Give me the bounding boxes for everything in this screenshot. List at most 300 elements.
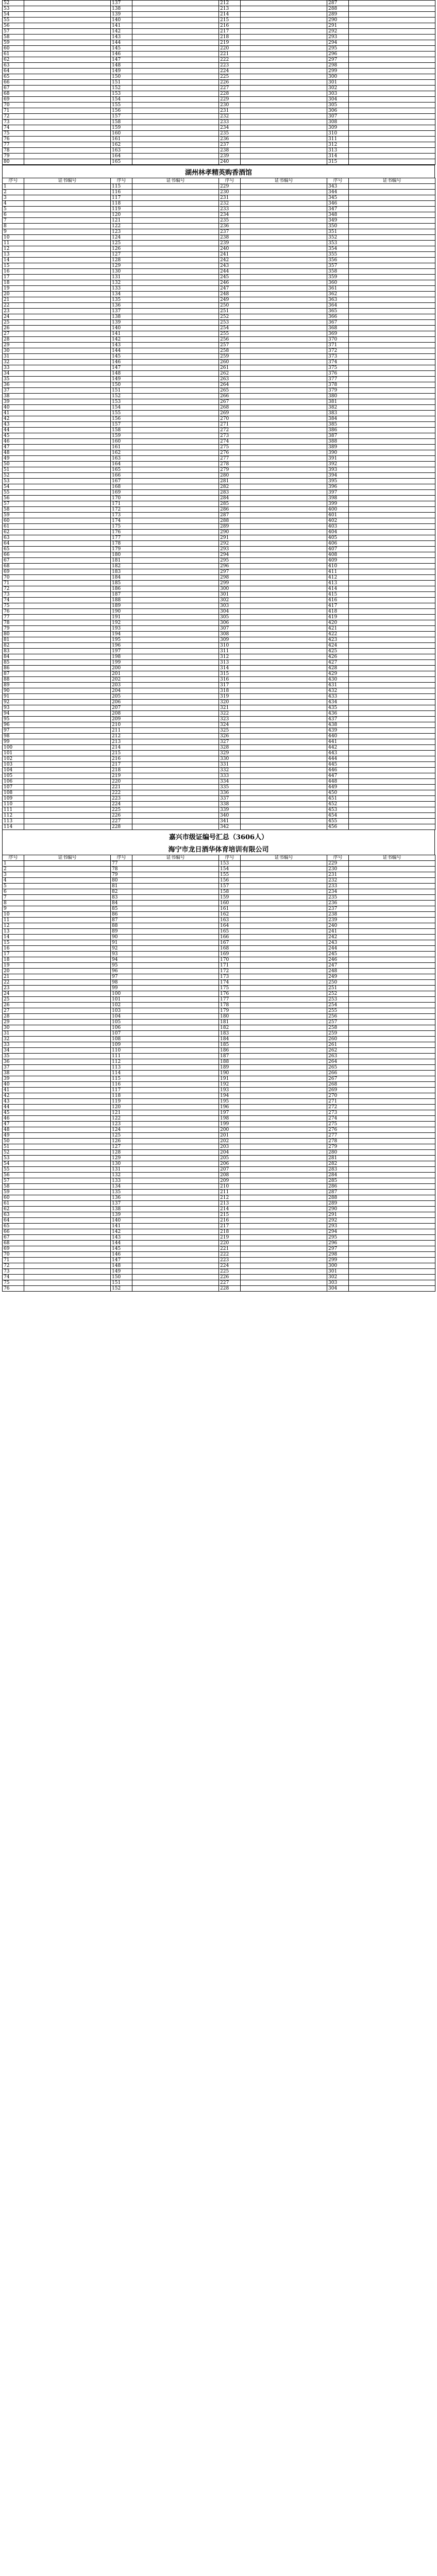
table-row (3, 1054, 435, 1059)
seq-cell: 220 (111, 779, 132, 785)
seq-cell: 228 (111, 824, 132, 830)
seq-cell: 86 (3, 666, 24, 671)
cert-cell (24, 1099, 111, 1105)
cert-cell (24, 677, 111, 683)
seq-cell: 208 (111, 711, 132, 717)
table-row (3, 615, 435, 620)
seq-cell: 275 (327, 1122, 349, 1127)
table-row (3, 884, 435, 889)
table-row (3, 552, 435, 558)
cert-cell (132, 18, 219, 23)
seq-cell: 437 (327, 717, 349, 722)
seq-cell: 56 (3, 496, 24, 501)
cert-cell (132, 957, 219, 963)
cert-cell (349, 867, 435, 872)
seq-cell: 450 (327, 790, 349, 796)
cert-cell (241, 969, 327, 974)
seq-cell: 393 (327, 467, 349, 473)
seq-cell: 294 (219, 552, 241, 558)
cert-cell (24, 456, 111, 462)
cert-cell (132, 1252, 219, 1258)
cert-cell (132, 889, 219, 895)
seq-cell: 125 (111, 1133, 132, 1139)
seq-cell: 29 (3, 343, 24, 348)
cert-cell (349, 1048, 435, 1054)
seq-cell: 137 (111, 1, 132, 6)
cert-cell (24, 807, 111, 813)
seq-cell: 155 (219, 872, 241, 878)
seq-cell: 157 (111, 422, 132, 428)
cert-cell (132, 405, 219, 411)
seq-cell: 157 (219, 884, 241, 889)
cert-cell (241, 148, 327, 154)
cert-cell (241, 241, 327, 246)
cert-cell (349, 643, 435, 649)
seq-cell: 290 (327, 1207, 349, 1212)
cert-cell (24, 1195, 111, 1201)
seq-cell: 453 (327, 807, 349, 813)
table-row (3, 422, 435, 428)
cert-cell (241, 901, 327, 906)
seq-cell: 32 (3, 360, 24, 365)
cert-cell (349, 957, 435, 963)
seq-cell: 181 (219, 1020, 241, 1025)
seq-cell: 54 (3, 484, 24, 490)
cert-cell (132, 416, 219, 422)
cert-cell (241, 1258, 327, 1263)
seq-cell: 169 (111, 490, 132, 496)
cert-cell (349, 946, 435, 952)
seq-cell: 287 (219, 513, 241, 518)
cert-cell (349, 666, 435, 671)
cert-cell (349, 671, 435, 677)
table-row (3, 535, 435, 541)
cert-cell (24, 280, 111, 286)
cert-cell (349, 18, 435, 23)
cert-cell (24, 785, 111, 790)
table-row (3, 348, 435, 354)
seq-cell: 380 (327, 394, 349, 399)
cert-cell (24, 201, 111, 207)
cert-cell (24, 388, 111, 394)
seq-cell: 48 (3, 450, 24, 456)
table-row (3, 74, 435, 80)
seq-cell: 232 (327, 878, 349, 884)
table-row (3, 1263, 435, 1269)
seq-cell: 197 (111, 649, 132, 654)
cert-cell (241, 762, 327, 768)
seq-cell: 201 (219, 1133, 241, 1139)
cert-cell (349, 564, 435, 569)
cert-cell (349, 552, 435, 558)
table-row (3, 462, 435, 467)
cert-cell (132, 946, 219, 952)
seq-cell: 354 (327, 246, 349, 252)
cert-cell (349, 1059, 435, 1065)
table-row (3, 603, 435, 609)
cert-cell (24, 235, 111, 241)
seq-cell: 175 (111, 524, 132, 530)
cert-cell (349, 734, 435, 739)
seq-cell: 81 (111, 884, 132, 889)
seq-cell: 135 (111, 1190, 132, 1195)
seq-cell: 58 (3, 1184, 24, 1190)
seq-cell: 173 (111, 513, 132, 518)
table-row (3, 18, 435, 23)
seq-cell: 147 (111, 365, 132, 371)
cert-cell (241, 125, 327, 131)
seq-cell: 187 (219, 1054, 241, 1059)
cert-cell (24, 263, 111, 269)
seq-cell: 129 (111, 263, 132, 269)
cert-cell (132, 63, 219, 69)
cert-cell (132, 484, 219, 490)
seq-cell: 258 (219, 348, 241, 354)
cert-cell (132, 246, 219, 252)
seq-cell: 6 (3, 212, 24, 218)
seq-cell: 237 (219, 229, 241, 235)
seq-cell: 340 (219, 813, 241, 819)
seq-cell: 203 (111, 683, 132, 688)
seq-cell: 63 (3, 535, 24, 541)
seq-cell: 97 (111, 974, 132, 980)
seq-cell: 240 (219, 246, 241, 252)
table-row (3, 1082, 435, 1088)
seq-cell: 136 (111, 1195, 132, 1201)
cert-cell (241, 131, 327, 137)
cert-cell (24, 717, 111, 722)
seq-cell: 265 (327, 1065, 349, 1071)
cert-cell (349, 326, 435, 331)
seq-cell: 228 (219, 91, 241, 97)
seq-cell: 250 (327, 980, 349, 986)
cert-cell (132, 235, 219, 241)
cert-cell (132, 1082, 219, 1088)
table-row (3, 1161, 435, 1167)
seq-cell: 68 (3, 564, 24, 569)
seq-cell: 364 (327, 303, 349, 309)
seq-cell: 87 (111, 918, 132, 923)
seq-cell: 155 (111, 411, 132, 416)
table-row (3, 688, 435, 694)
table-row (3, 1020, 435, 1025)
seq-cell: 3 (3, 195, 24, 201)
seq-cell: 14 (3, 935, 24, 940)
seq-cell: 112 (3, 813, 24, 819)
seq-cell: 401 (327, 513, 349, 518)
seq-cell: 6 (3, 889, 24, 895)
table-row (3, 1122, 435, 1127)
cert-cell (241, 1133, 327, 1139)
cert-cell (132, 592, 219, 598)
cert-cell (132, 108, 219, 114)
cert-cell (24, 97, 111, 103)
seq-cell: 346 (327, 201, 349, 207)
seq-cell: 184 (219, 1037, 241, 1042)
seq-cell: 414 (327, 586, 349, 592)
cert-cell (349, 694, 435, 700)
seq-cell: 429 (327, 671, 349, 677)
cert-cell (24, 762, 111, 768)
seq-cell: 120 (111, 212, 132, 218)
seq-cell: 324 (219, 722, 241, 728)
seq-cell: 234 (327, 889, 349, 895)
seq-cell: 440 (327, 734, 349, 739)
seq-cell: 132 (111, 1173, 132, 1178)
seq-cell: 286 (219, 507, 241, 513)
cert-cell (24, 331, 111, 337)
table-row (3, 57, 435, 63)
cert-cell (24, 963, 111, 969)
seq-cell: 71 (3, 108, 24, 114)
cert-cell (349, 739, 435, 745)
seq-cell: 96 (111, 969, 132, 974)
seq-cell: 197 (219, 1110, 241, 1116)
seq-cell: 77 (3, 142, 24, 148)
cert-cell (241, 501, 327, 507)
cert-cell (241, 1127, 327, 1133)
cert-cell (241, 1269, 327, 1275)
cert-cell (241, 63, 327, 69)
seq-cell: 45 (3, 1110, 24, 1116)
table-row (3, 824, 435, 830)
seq-cell: 272 (219, 428, 241, 433)
seq-cell: 154 (219, 867, 241, 872)
seq-cell: 153 (219, 861, 241, 867)
cert-cell (132, 756, 219, 762)
seq-cell: 303 (219, 603, 241, 609)
cert-cell (132, 734, 219, 739)
seq-cell: 184 (111, 575, 132, 581)
cert-cell (24, 918, 111, 923)
seq-cell: 181 (111, 558, 132, 564)
seq-cell: 253 (219, 320, 241, 326)
seq-cell: 336 (219, 790, 241, 796)
seq-cell: 33 (3, 365, 24, 371)
table-row (3, 405, 435, 411)
cert-cell (24, 1275, 111, 1280)
seq-cell: 338 (219, 802, 241, 807)
cert-cell (241, 326, 327, 331)
table-row (3, 569, 435, 575)
cert-cell (24, 813, 111, 819)
seq-cell: 77 (3, 615, 24, 620)
cert-cell (241, 74, 327, 80)
seq-cell: 236 (219, 137, 241, 142)
seq-cell: 239 (219, 154, 241, 159)
cert-cell (241, 201, 327, 207)
seq-cell: 175 (219, 986, 241, 991)
cert-cell (241, 807, 327, 813)
cert-cell (349, 756, 435, 762)
cert-cell (349, 768, 435, 773)
cert-cell (349, 802, 435, 807)
cert-cell (24, 1161, 111, 1167)
seq-cell: 21 (3, 297, 24, 303)
seq-cell: 148 (111, 1263, 132, 1269)
cert-cell (24, 496, 111, 501)
table-row (3, 388, 435, 394)
cert-cell (349, 592, 435, 598)
cert-cell (241, 1224, 327, 1229)
seq-cell: 53 (3, 479, 24, 484)
cert-cell (349, 286, 435, 292)
cert-cell (24, 1156, 111, 1161)
cert-cell (241, 1218, 327, 1224)
table-row (3, 309, 435, 314)
cert-cell (132, 1116, 219, 1122)
seq-cell: 156 (111, 416, 132, 422)
seq-cell: 104 (3, 768, 24, 773)
seq-cell: 174 (219, 980, 241, 986)
seq-cell: 166 (219, 935, 241, 940)
seq-cell: 43 (3, 422, 24, 428)
cert-cell (24, 1173, 111, 1178)
seq-cell: 312 (219, 654, 241, 660)
cert-cell (349, 303, 435, 309)
cert-cell (241, 1150, 327, 1156)
seq-cell: 282 (219, 484, 241, 490)
cert-cell (24, 416, 111, 422)
cert-cell (349, 46, 435, 52)
seq-cell: 267 (219, 399, 241, 405)
seq-cell: 207 (111, 705, 132, 711)
seq-cell: 421 (327, 626, 349, 632)
seq-cell: 25 (3, 997, 24, 1003)
cert-cell (241, 473, 327, 479)
cert-cell (132, 496, 219, 501)
seq-cell: 178 (111, 541, 132, 547)
cert-cell (24, 974, 111, 980)
seq-cell: 158 (111, 120, 132, 125)
seq-cell: 194 (111, 632, 132, 637)
seq-cell: 216 (111, 756, 132, 762)
seq-cell: 127 (111, 252, 132, 258)
seq-cell: 124 (111, 1127, 132, 1133)
cert-cell (241, 518, 327, 524)
cert-cell (132, 861, 219, 867)
cert-cell (24, 547, 111, 552)
cert-cell (241, 564, 327, 569)
seq-cell: 116 (111, 1082, 132, 1088)
seq-cell: 134 (111, 1184, 132, 1190)
seq-cell: 74 (3, 1275, 24, 1280)
seq-cell: 94 (111, 957, 132, 963)
seq-cell: 348 (327, 212, 349, 218)
cert-header: 证书编号 (241, 855, 327, 861)
table-row (3, 923, 435, 929)
seq-cell: 302 (219, 598, 241, 603)
seq-cell: 334 (219, 779, 241, 785)
table-row (3, 807, 435, 813)
seq-cell: 28 (3, 337, 24, 343)
table-row (3, 518, 435, 524)
cert-cell (349, 280, 435, 286)
seq-cell: 217 (111, 762, 132, 768)
cert-cell (241, 428, 327, 433)
table-row (3, 1178, 435, 1184)
cert-cell (349, 258, 435, 263)
cert-cell (349, 190, 435, 195)
seq-cell: 162 (111, 450, 132, 456)
cert-cell (132, 1173, 219, 1178)
seq-cell: 200 (219, 1127, 241, 1133)
seq-cell: 72 (3, 1263, 24, 1269)
cert-cell (241, 957, 327, 963)
cert-cell (24, 507, 111, 513)
cert-cell (132, 184, 219, 190)
table-row (3, 1195, 435, 1201)
seq-cell: 279 (219, 467, 241, 473)
cert-cell (24, 790, 111, 796)
cert-cell (132, 1167, 219, 1173)
table-row (3, 1071, 435, 1076)
seq-cell: 144 (111, 348, 132, 354)
cert-cell (132, 137, 219, 142)
cert-cell (132, 1139, 219, 1144)
table-row (3, 1241, 435, 1246)
cert-cell (241, 1110, 327, 1116)
seq-cell: 435 (327, 705, 349, 711)
seq-cell: 439 (327, 728, 349, 734)
seq-cell: 152 (111, 394, 132, 399)
cert-cell (349, 688, 435, 694)
seq-cell: 130 (111, 1161, 132, 1167)
seq-cell: 75 (3, 131, 24, 137)
seq-cell: 159 (111, 125, 132, 131)
cert-cell (349, 1218, 435, 1224)
seq-cell: 70 (3, 575, 24, 581)
seq-cell: 134 (111, 292, 132, 297)
seq-cell: 363 (327, 297, 349, 303)
seq-cell: 302 (327, 86, 349, 91)
seq-cell: 91 (111, 940, 132, 946)
table-row (3, 224, 435, 229)
table-row (3, 756, 435, 762)
cert-cell (241, 416, 327, 422)
cert-cell (132, 269, 219, 275)
seq-cell: 8 (3, 901, 24, 906)
cert-cell (241, 878, 327, 884)
cert-cell (24, 184, 111, 190)
seq-cell: 299 (219, 581, 241, 586)
seq-cell: 325 (219, 728, 241, 734)
table-row (3, 263, 435, 269)
cert-cell (24, 275, 111, 280)
seq-cell: 313 (219, 660, 241, 666)
cert-cell (24, 906, 111, 912)
seq-cell: 151 (111, 1280, 132, 1286)
seq-cell: 87 (3, 671, 24, 677)
seq-cell: 288 (327, 6, 349, 12)
cert-cell (24, 195, 111, 201)
cert-cell (349, 569, 435, 575)
seq-cell: 28 (3, 1014, 24, 1020)
cert-cell (349, 923, 435, 929)
cert-cell (241, 1144, 327, 1150)
seq-cell: 217 (219, 29, 241, 35)
seq-cell: 213 (111, 739, 132, 745)
seq-cell: 229 (327, 861, 349, 867)
seq-cell: 128 (111, 258, 132, 263)
cert-cell (349, 598, 435, 603)
seq-cell: 442 (327, 745, 349, 751)
seq-cell: 102 (3, 756, 24, 762)
seq-cell: 138 (111, 1207, 132, 1212)
seq-cell: 213 (219, 1201, 241, 1207)
cert-cell (132, 320, 219, 326)
cert-cell (241, 785, 327, 790)
